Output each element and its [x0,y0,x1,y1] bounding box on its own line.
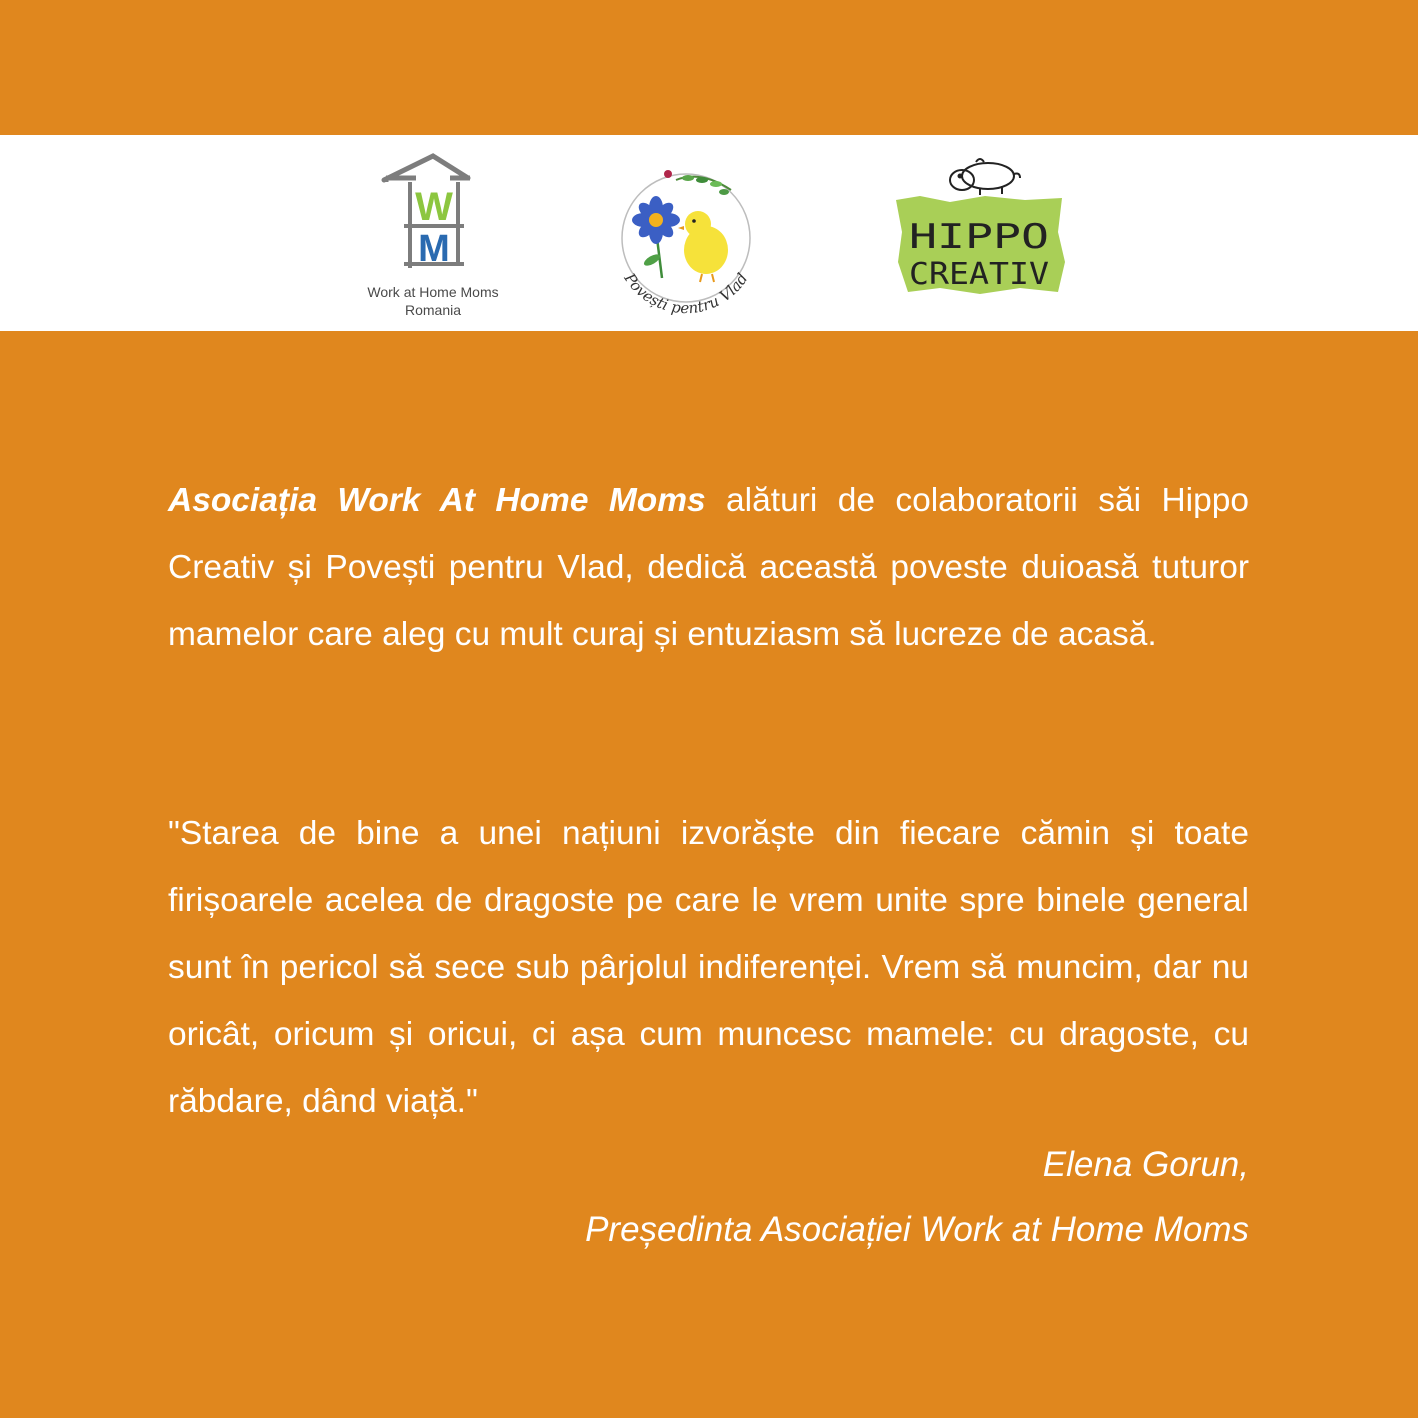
signature-title: Președinta Asociației Work at Home Moms [585,1210,1249,1249]
wahm-letter-m: M [418,228,450,270]
quote-paragraph [168,800,1249,1135]
hippo-creativ-icon [890,152,1068,302]
wahm-caption-line2: Romania [404,302,462,318]
quote-text: "Starea de bine a unei națiuni izvorăște din fiecare cămin și toate firișoarele acelea de dragoste pe care le vrem unite spre binele general sunt în pericol să sece sub pârjolul indiferenței. Vrem să muncim, dar nu oricât, oricum și oricui, ci așa cum muncesc mamele: cu dragoste, cu răbdare, dând viață." [168,815,1249,1120]
wahm-logo [358,152,508,322]
intro-paragraph [168,467,1249,668]
house-wm-icon [358,152,508,277]
signature-name: Elena Gorun, [1042,1145,1249,1184]
intro-text: alături de colaboratorii săi Hippo Creativ și Povești pentru Vlad, dedică această poveste duioasă tuturor mamelor care aleg cu mult curaj și entuziasm să lucreze de acasă. [168,482,1249,653]
wahm-letter-w: W [415,185,453,229]
hippo-line2: CREATIV [909,257,1049,292]
intro-org-name: Asociația Work At Home Moms [168,482,706,519]
flower-chick-circle-icon [606,160,766,325]
hippo-icon [950,159,1020,195]
wahm-caption-line1: Work at Home Moms [367,284,499,300]
hippo-line1: HIPPO [909,217,1049,257]
povesti-logo [606,160,766,330]
povesti-caption: Povești pentru Vlad [620,269,752,318]
hippo-logo [890,152,1068,302]
